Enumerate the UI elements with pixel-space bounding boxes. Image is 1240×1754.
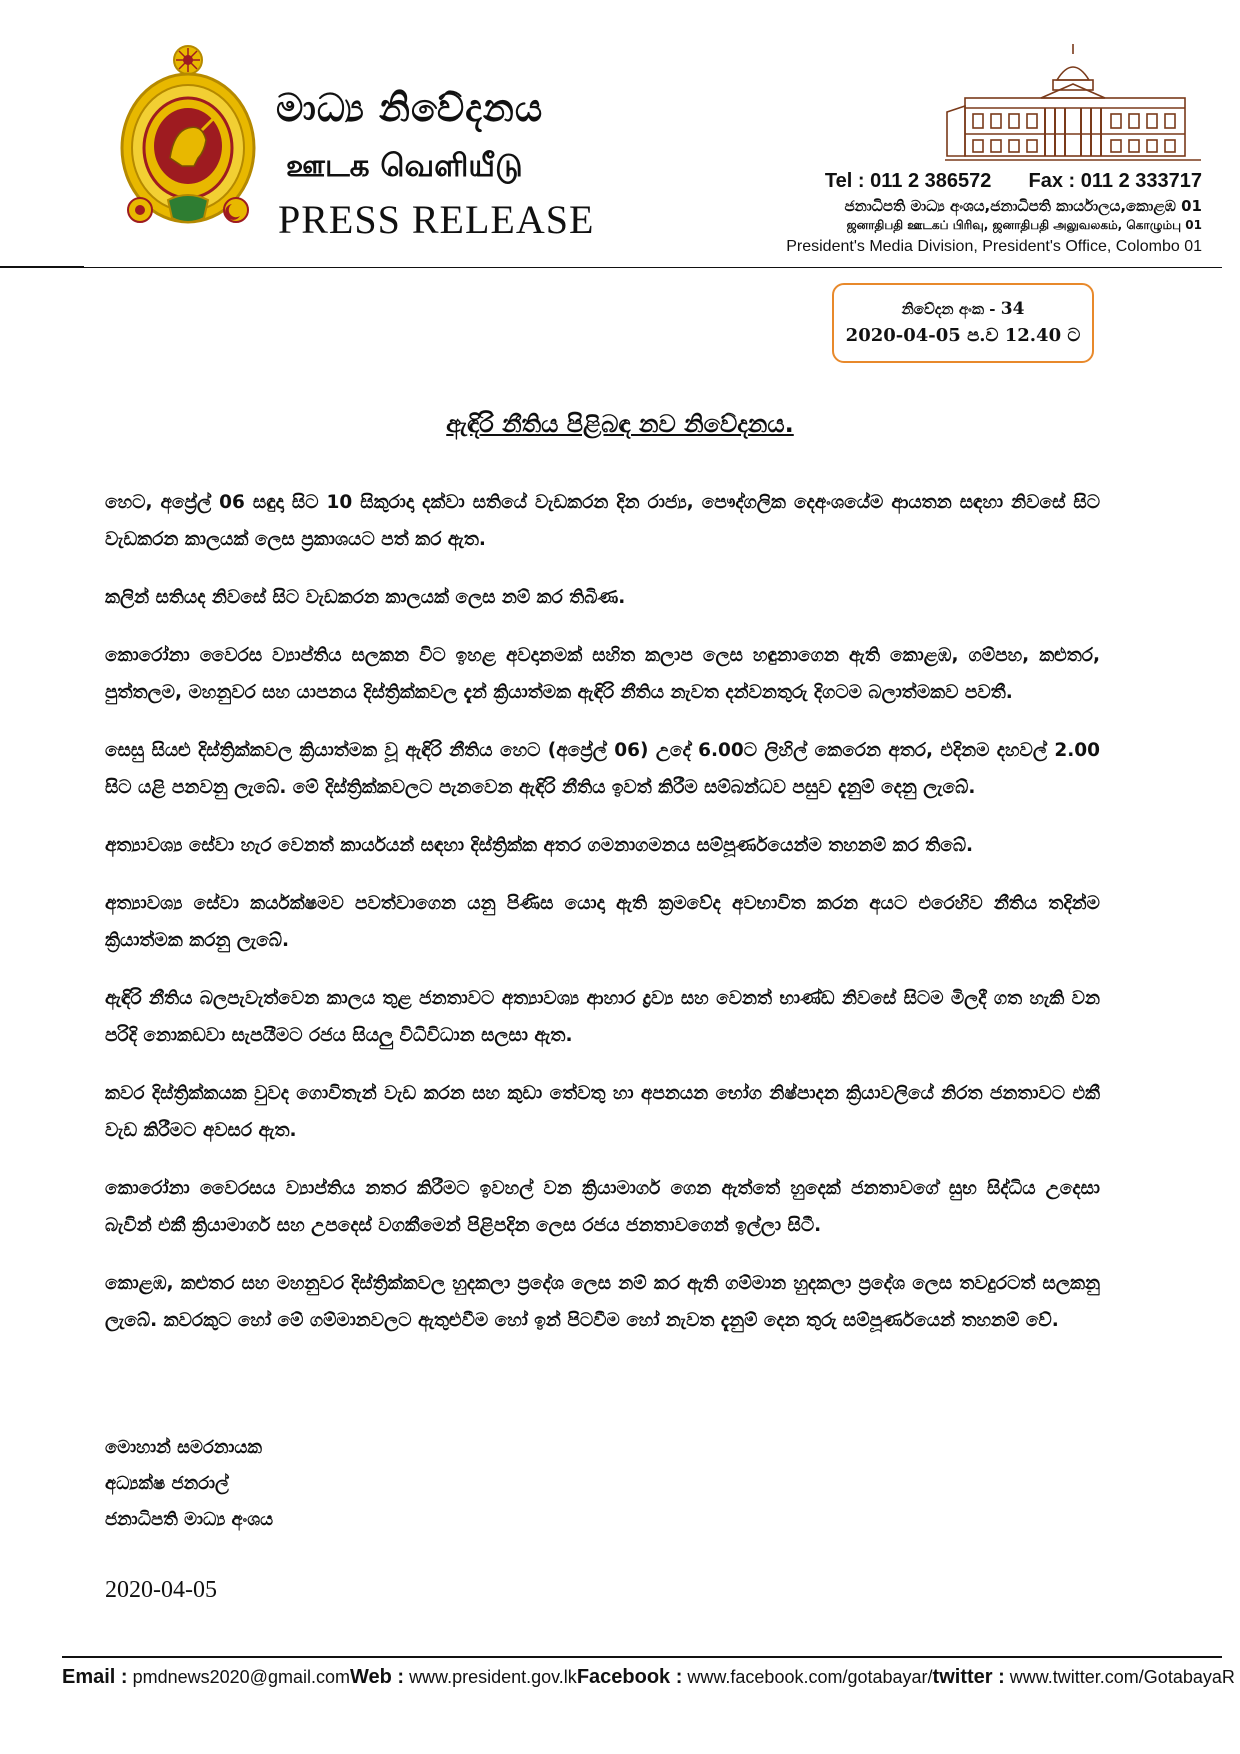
document-title: ඇඳිරි නීතිය පිළිබඳ නව නිවේදනය. [446, 410, 794, 438]
title-tamil: ஊடக வெளியீடு [286, 148, 523, 184]
body-paragraph: අත්‍යාවශ්‍ය සේවා හැර වෙනත් කාර්යයන් සඳහා දිස්ත්‍රික්ක අතර ගමනාගමනය සම්පූර්ණයෙන්ම තහනම් කර තිබේ. [105, 835, 974, 856]
signature-block [105, 1430, 273, 1538]
header-divider [0, 267, 1222, 268]
twitter-link[interactable]: www.twitter.com/GotabayaR [1009, 1667, 1235, 1687]
twitter-label: twitter : [932, 1666, 1005, 1688]
reference-datetime: 2020-04-05 ප.ව 12.40 ට [845, 325, 1081, 346]
org-name-tamil: ஜனாதிபதி ஊடகப் பிரிவு, ஜனாதிபதி அலுவலகம், கொழும்பு 01 [846, 218, 1202, 232]
facebook-label: Facebook : [576, 1666, 683, 1688]
title-sinhala: මාධ්‍ය නිවේදනය [276, 86, 544, 130]
facebook-link[interactable]: www.facebook.com/gotabayar/ [687, 1667, 933, 1687]
email-label: Email : [62, 1666, 128, 1688]
reference-label: නිවේදන අංක - [901, 300, 996, 318]
email-link[interactable]: pmdnews2020@gmail.com [132, 1667, 350, 1687]
body-paragraph: හෙට, අප්‍රේල් 06 සඳුදා සිට 10 සිකුරාදා දක්වා සතියේ වැඩකරන දින රාජ්‍ය, පෞද්ගලික දෙඅංශයේම ආයතන සඳහා නිවසේ සිට වැඩකරන කාලයක් ලෙස ප්‍රකාශයට පත් කර ඇත. [105, 492, 1100, 550]
signature-date: 2020-04-05 [105, 1577, 217, 1603]
title-english: PRESS RELEASE [278, 197, 595, 242]
org-name-english: President's Media Division, President's Office, Colombo 01 [786, 238, 1202, 255]
signatory-title: අධ්‍යක්ෂ ජනරාල් [105, 1473, 229, 1494]
body-paragraph: කොළඹ, කළුතර සහ මහනුවර දිස්ත්‍රික්කවල හුදකලා ප්‍රදේශ ලෙස නම් කර ඇති ගම්මාන හුදකලා ප්‍රදේශ ලෙස තවදුරටත් සලකනු ලැබේ. කවරකුට හෝ මේ ගම්මානවලට ඇතුළුවීම හෝ ඉන් පිටවීම හෝ නැවත දැනුම් දෙන තුරු සම්පූර්ණයෙන් තහනම් වේ. [105, 1273, 1100, 1331]
signatory-office: ජනාධිපති මාධ්‍ය අංශය [105, 1509, 274, 1530]
phone-fax-line [786, 170, 1202, 193]
footer-email [62, 1666, 350, 1689]
fax-label: Fax [1028, 170, 1063, 192]
presidential-building-icon [945, 40, 1201, 165]
tel-label: Tel [824, 170, 853, 192]
body-paragraph: කලින් සතියද නිවසේ සිට වැඩකරන කාලයක් ලෙස නම් කර තිබිණ. [105, 587, 626, 608]
body-paragraph: ඇඳිරි නීතිය බලපැවැත්වෙන කාලය තුළ ජනතාවට අත්‍යාවශ්‍ය ආහාර ද්‍රව්‍ය සහ වෙනත් භාණ්ඩ නිවසේ සිටම මිලදී ගත හැකි වන පරිදි නොකඩවා සැපයීමට රජය සියලු විධිවිධාන සලසා ඇත. [105, 988, 1100, 1046]
national-emblem-icon [118, 40, 258, 240]
signatory-name: මොහාන් සමරනායක [105, 1437, 262, 1458]
body-text [105, 484, 1100, 1360]
body-paragraph: අත්‍යාවශ්‍ය සේවා කර්යක්ෂමව පවත්වාගෙන යනු පිණිස යොදා ඇති ක්‍රමවේද අවභාවිත කරන අයට එරෙහිව නීතිය තදින්ම ක්‍රියාත්මක කරනු ලැබේ. [105, 893, 1100, 951]
body-paragraph: කවර දිස්ත්‍රික්කයක වුවද ගොවිතැන් වැඩ කරන සහ කුඩා තේවතු හා අපනයන භෝග නිෂ්පාදන ක්‍රියාවලියේ නිරත ජනතාවට එකී වැඩ කිරීමට අවසර ඇත. [105, 1083, 1100, 1141]
contact-block [786, 170, 1202, 256]
body-paragraph: කොරෝනා වෛරස ව්‍යාප්තිය සලකන විට ඉහළ අවදානමක් සහිත කලාප ලෙස හඳුනාගෙන ඇති කොළඹ, ගම්පහ, කළුතර, පුත්තලම, මහනුවර සහ යාපනය දිස්ත්‍රික්කවල දැන් ක්‍රියාත්මක ඇඳිරි නීතිය නැවත දන්වනතුරු දිගටම බලාත්මකව පවතී. [105, 645, 1100, 703]
fax-value: : 011 2 333717 [1068, 170, 1202, 192]
footer-facebook [577, 1666, 933, 1689]
footer-twitter [933, 1666, 1235, 1689]
web-link[interactable]: www.president.gov.lk [409, 1667, 577, 1687]
footer-divider [62, 1656, 1222, 1658]
reference-number: 34 [1000, 299, 1025, 319]
tel-value: : 011 2 386572 [857, 170, 992, 192]
release-reference-box [832, 283, 1094, 363]
web-label: Web : [349, 1666, 405, 1688]
org-name-sinhala: ජනාධිපති මාධ්‍ය අංශය,ජනාධිපති කාර්යාලය,කොළඹ 01 [844, 197, 1202, 215]
footer-web [350, 1666, 577, 1689]
body-paragraph: සෙසු සියළු දිස්ත්‍රික්කවල ක්‍රියාත්මක වූ ඇඳිරි නීතිය හෙට (අප්‍රේල් 06) උදේ 6.00ට ලිහිල් කෙරෙන අතර, එදිනම දහවල් 2.00 සිට යළි පනවනු ලැබේ. මේ දිස්ත්‍රික්කවලට පැනවෙන ඇඳිරි නීතිය ඉවත් කිරීම සම්බන්ධව පසුව දැනුම් දෙනු ලැබේ. [105, 740, 1100, 798]
body-paragraph: කොරෝනා වෛරසය ව්‍යාප්තිය නතර කිරීමට ඉවහල් වන ක්‍රියාමාර්ග ගෙන ඇත්තේ හුදෙක් ජනතාවගේ සුභ සිද්ධිය උදෙසා බැවින් එකී ක්‍රියාමාර්ග සහ උපදෙස් වගකීමෙන් පිළිපදින ලෙස රජය ජනතාවගෙන් ඉල්ලා සිටී. [105, 1178, 1100, 1236]
reference-number-line [834, 299, 1092, 319]
footer-contacts [62, 1666, 1235, 1694]
